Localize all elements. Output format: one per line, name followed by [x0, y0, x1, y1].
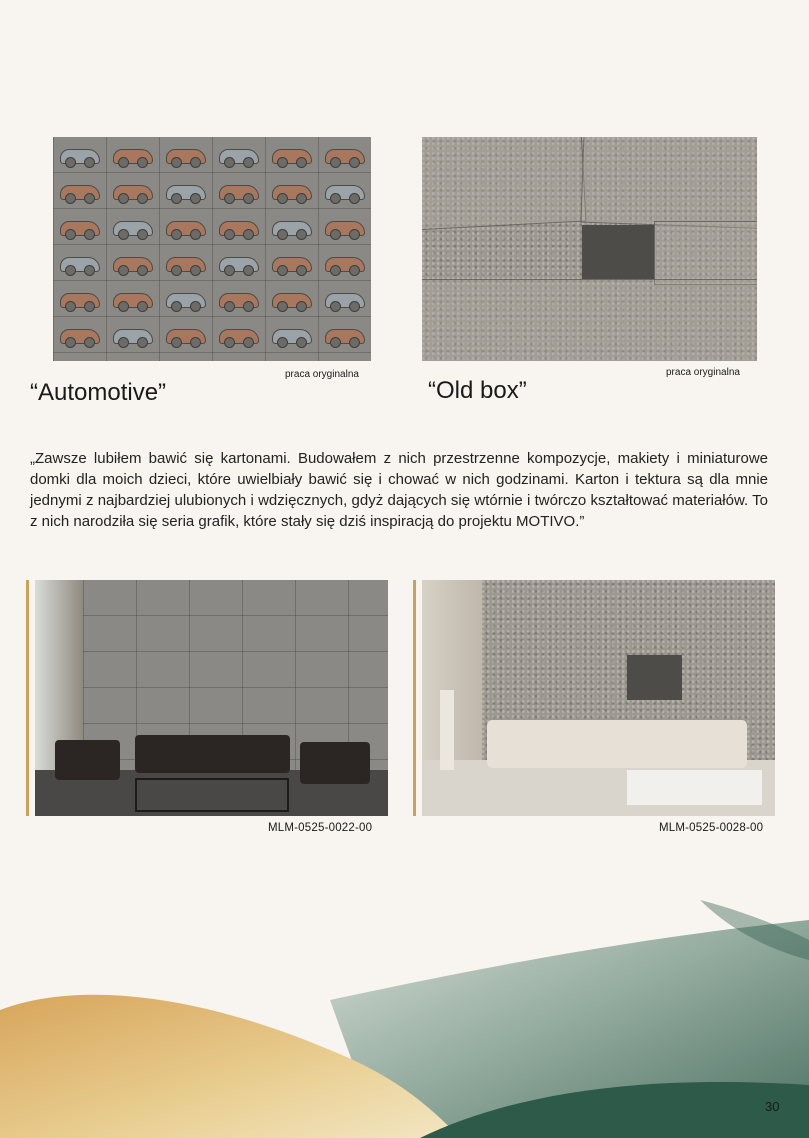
car-sketch — [272, 221, 312, 236]
page-number: 30 — [765, 1099, 780, 1114]
car-sketch — [166, 257, 206, 272]
car-sketch — [60, 149, 100, 164]
car-sketch — [60, 329, 100, 344]
product-code-1: MLM-0525-0022-00 — [268, 822, 373, 834]
car-sketch — [60, 185, 100, 200]
car-sketch — [60, 293, 100, 308]
car-sketch — [166, 185, 206, 200]
car-sketch — [325, 221, 365, 236]
car-sketch — [325, 257, 365, 272]
car-sketch — [325, 185, 365, 200]
automotive-interior-photo — [35, 580, 388, 816]
car-sketch — [219, 149, 259, 164]
old-box-interior-photo — [422, 580, 775, 816]
car-sketch — [325, 293, 365, 308]
car-sketch — [219, 185, 259, 200]
automotive-note: praca oryginalna — [285, 369, 359, 380]
car-sketch — [166, 221, 206, 236]
gold-accent-line-right — [413, 580, 416, 816]
car-sketch — [113, 221, 153, 236]
car-sketch — [166, 149, 206, 164]
quote-paragraph: „Zawsze lubiłem bawić się kartonami. Budowałem z nich przestrzenne kompozycje, makiety i miniaturowe domki dla moich dzieci, które uwielbiały bawić się i chować w nich godzinami. Karton i tektura są dla mnie jednymi z najbardziej ulubionych i wdzięcznych, gdyż dających się wtórnie i twórczo kształtować materiałów. To z nich narodziła się seria grafik, które stały się dziś inspiracją do projektu MOTIVO.” — [30, 450, 768, 530]
car-sketch — [325, 149, 365, 164]
car-sketch — [219, 329, 259, 344]
car-sketch — [113, 185, 153, 200]
car-sketch — [219, 257, 259, 272]
car-sketch — [60, 257, 100, 272]
car-sketch — [60, 221, 100, 236]
car-sketch — [272, 185, 312, 200]
car-sketch — [272, 293, 312, 308]
car-sketch — [113, 257, 153, 272]
car-sketch — [272, 149, 312, 164]
car-sketch — [219, 221, 259, 236]
old-box-note: praca oryginalna — [666, 367, 740, 378]
automotive-artwork — [53, 137, 371, 361]
car-sketch — [113, 329, 153, 344]
old-box-artwork — [422, 137, 757, 361]
car-sketch — [219, 293, 259, 308]
gold-accent-line-left — [26, 580, 29, 816]
old-box-title: “Old box” — [428, 377, 527, 404]
car-sketch — [113, 293, 153, 308]
car-sketch — [325, 329, 365, 344]
decorative-hills-illustration — [0, 900, 809, 1138]
car-sketch — [113, 149, 153, 164]
car-sketch — [166, 329, 206, 344]
automotive-title: “Automotive” — [30, 379, 167, 406]
car-sketch — [272, 329, 312, 344]
car-sketch — [272, 257, 312, 272]
product-code-2: MLM-0525-0028-00 — [659, 822, 764, 834]
car-sketch — [166, 293, 206, 308]
